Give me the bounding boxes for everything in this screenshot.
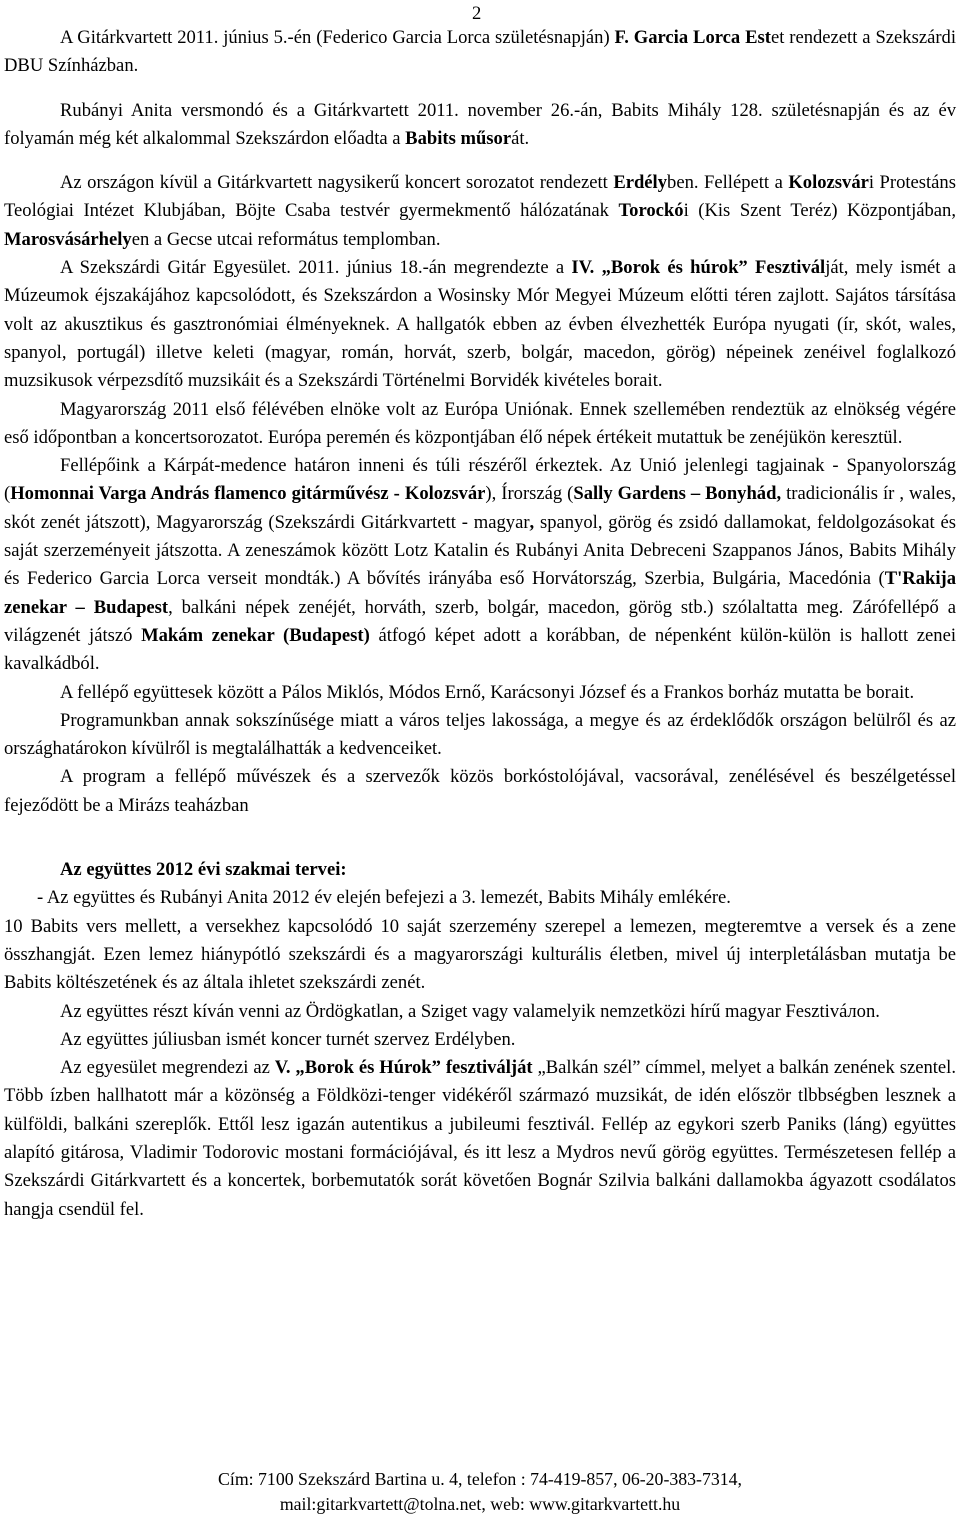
paragraph-audience: Programunkban annak sokszínűsége miatt a város teljes lakossága, a megye és az érdeklődők országon belülről és az országhatárokon kívülről is megtalálhatták a kedvenceiket. — [4, 709, 956, 760]
section-heading-2012-plans: Az együttes 2012 évi szakmai tervei: — [60, 859, 347, 881]
page-content — [4, 24, 956, 1224]
paragraph-erdely-tour-plan: Az együttes júliusban ismét koncer turnét szervez Erdélyben. — [60, 1028, 516, 1050]
footer-contact: mail:gitarkvartett@tolna.net, web: www.gitarkvartett.hu — [279, 1494, 681, 1514]
paragraph-babits-musor: Rubányi Anita versmondó és a Gitárkvartett 2011. november 26.-án, Babits Mihály 128. születésnapján és az év folyamán még két alkalommal Szekszárdon előadta a Babits műsorát. — [4, 99, 956, 149]
page-number: 2 — [472, 3, 482, 24]
paragraph-festival-plan: Az együttes részt kíván venni az Ördögkatlan, a Sziget vagy valamelyik nemzetközi hírű magyar Fesztiváлon. — [60, 1000, 880, 1022]
paragraph-wineries: A fellépő együttesek között a Pálos Miklós, Módos Ernő, Karácsonyi József és a Frankos borház mutatta be borait. — [60, 681, 915, 703]
footer-address: Cím: 7100 Szekszárd Bartina u. 4, telefon : 74-419-857, 06-20-383-7314, — [218, 1469, 742, 1489]
paragraph-eu-presidency: Magyarország 2011 első félévében elnöke volt az Európa Uniónak. Ennek szellemében rendeztük az elnökség végére eső időpontban a koncertsorozatot. Európa peremén és központjában élő népek értékeit mutattuk be zenéjükön keresztül. — [4, 398, 956, 448]
paragraph-borok-es-hurok-v: Az egyesület megrendezi az V. „Borok és Húrok” fesztiválját „Balkán szél” címmel, melyet a balkán zenének szentel. Több ízben hallhatott már a közönség a Földközi-tenger vidékéről származó muzsikát, de idén először tlbbségben lesznek a külföldi, balkáni szereplők. Ettől lesz igazán autentikus a jubileumi fesztivál. Fellép az egykori szerb Paniks (láng) együttes alapító gitárosa, Vladimir Todorovic mostani formációjával, és itt lesz a Mydros nevű görög együttes. Természetesen fellép a Szekszárdi Gitárkvartett és a koncertek, borbemutatók sorát követően Bognár Szilvia balkáni dallamokba ágyazott csodálatos hangja csendül fel. — [4, 1057, 956, 1220]
paragraph-closing: A program a fellépő művészek és a szervezők közös borkóstolójával, vacsorával, zenélésével és beszélgetéssel fejeződött be a Mirázs teaházban — [4, 766, 956, 816]
paragraph-borok-es-hurok-iv: A Szekszárdi Gitár Egyesület. 2011. június 18.-án megrendezte a IV. „Borok és húrok” Fesztiválját, mely ismét a Múzeumok éjszakájához kapcsolódott, és Szekszárdon a Wosinsky Mór Megyei Múzeum előtti téren zajlott. Sajátos társítása volt az akusztikus és gasztronómiai élményeknek. A hallgatók ebben az évben élvezhették Európa nyugati (ír, skót, wales, spanyol, portugál) illetve keleti (magyar, román, horvát, szerb, bolgár, macedon, görög) népeinek zenéivel foglalkozó muzsikusok vérpezsdítő muzsikáit és a Szekszárdi Történelmi Borvidék kivételes borait. — [4, 257, 956, 392]
paragraph-performers: Fellépőink a Kárpát-medence határon inneni és túli részéről érkeztek. Az Unió jelenlegi tagjainak - Spanyolország (Homonnai Varga András flamenco gitárművész - Kolozsvár), Írország (Sally Gardens – Bonyhád, tradicionális ír , wales, skót zenét játszott), Magyarország (Szekszárdi Gitárkvartett - magyar, spanyol, görög és zsidó dallamokat, feldolgozásokat és saját szerzeményeit játszotta. A zeneszámok között Lotz Katalin és Rubányi Anita Debreceni Szappanos János, Babits Mihály és Federico Garcia Lorca verseit mondták.) A bővítés irányába eső Horvátország, Szerbia, Bulgária, Macedónia (T'Rakija zenekar – Budapest, balkáni népek zenéjét, horváth, szerb, bolgár, macedon, görög stb.) szólaltatta meg. Zárófellépő a világzenét játszó Makám zenekar (Budapest) átfogó képet adott a korábban, de népenként külön-külön is hallott zenei kavalkádból. — [4, 455, 956, 675]
paragraph-lorca-est: A Gitárkvartett 2011. június 5.-én (Federico Garcia Lorca születésnapján) F. Garcia Lorca Estet rendezett a Szekszárdi DBU Színházban. — [4, 27, 956, 77]
paragraph-album-details: 10 Babits vers mellett, a versekhez kapcsolódó 10 saját szerzemény szerepel a lemezen, megteremtve a versek és a zene összhangját. Ezen lemez hiánypótló szekszárdi és a magyarországi kulturális életben, mivel új interpletálásban mutatja be Babits költészetének és az általa ihletet szekszárdi zenét. — [4, 915, 956, 994]
paragraph-erdely-tour: Az országon kívül a Gitárkvartett nagysikerű koncert sorozatot rendezett Erdélyben. Fellépett a Kolozsvári Protestáns Teológiai Intézet Klubjában, Böjte Csaba testvér gyermekmentő hálózatának Torockói (Kis Szent Teréz) Központjában, Marosvásárhelyen a Gecse utcai református templomban. — [4, 172, 957, 250]
paragraph-album-plan: - Az együttes és Rubányi Anita 2012 év elején befejezi a 3. lemezét, Babits Mihály emlékére. — [37, 887, 731, 909]
